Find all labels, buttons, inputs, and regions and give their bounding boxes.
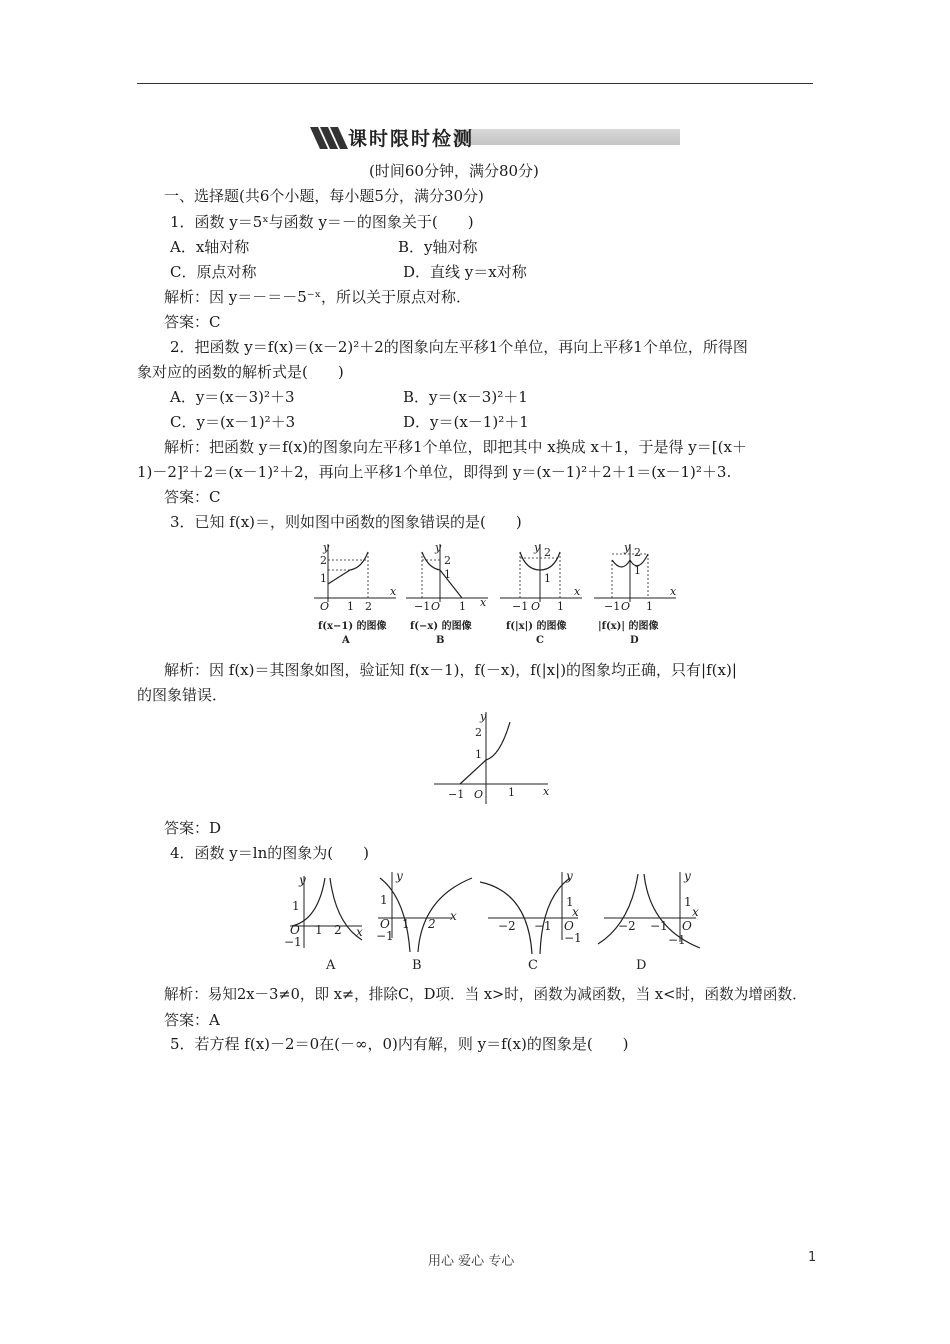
- graph-caption: f(x−1) 的图像: [318, 621, 387, 632]
- tick-label: 1: [557, 600, 564, 613]
- tick-label: −1: [668, 933, 686, 947]
- q3-graph-b: [406, 541, 488, 646]
- tick-label: 1: [292, 899, 300, 913]
- q1-option-c: C．原点对称: [170, 263, 257, 281]
- tick-label: 1: [508, 786, 515, 799]
- q2-analysis-line2: 1)－2]²＋2＝(x－1)²＋2，再向上平移1个单位，即得到 y＝(x－1)²＋2＋1＝(x－1)²＋3.: [137, 463, 732, 481]
- origin-label: O: [621, 600, 631, 613]
- axis-label-x: x: [670, 585, 677, 598]
- top-rule: [137, 83, 813, 84]
- axis-label-y: y: [435, 541, 442, 554]
- q3-analysis-line1: 解析：因 f(x)＝其图象如图，验证知 f(x－1)，f(－x)，f(|x|)的图象均正确，只有|f(x)|: [164, 661, 737, 679]
- tick-label: 1: [634, 564, 641, 577]
- q3-answer: 答案：D: [164, 819, 222, 837]
- tick-label: 1: [459, 600, 466, 613]
- axis-label-x: x: [390, 585, 397, 598]
- tick-label: 2: [365, 600, 372, 613]
- tick-label: 1: [684, 895, 692, 909]
- q2-analysis-line1: 解析：把函数 y＝f(x)的图象向左平移1个单位，即把其中 x换成 x＋1，于是得 y＝[(x＋: [164, 438, 747, 456]
- q2-option-c: C．y＝(x－1)²＋3: [170, 413, 296, 431]
- graph-letter: A: [342, 635, 350, 646]
- q4-analysis: 解析：易知2x－3≠0，即 x≠，排除C，D项．当 x>时，函数为减函数，当 x<时，函数为增函数．: [164, 986, 807, 1003]
- tick-label: −1: [604, 600, 621, 613]
- axis-label-y: y: [396, 869, 403, 883]
- q4-graph-d: [598, 869, 700, 973]
- tick-label: 1: [475, 748, 482, 761]
- tick-label: 2: [444, 554, 451, 567]
- tick-label: 1: [444, 568, 451, 581]
- axis-label-y: y: [299, 873, 306, 887]
- section-heading: 一、选择题(共6个小题，每小题5分，满分30分): [164, 187, 484, 205]
- tick-label: 2: [475, 726, 482, 739]
- axis-label-y: y: [624, 541, 631, 554]
- tick-label: 1: [347, 600, 354, 613]
- banner-bar: [454, 129, 680, 145]
- q4-stem: 4．函数 y＝ln的图象为( ): [170, 844, 369, 862]
- page-title: 课时限时检测: [348, 128, 475, 150]
- axis-label-y: y: [566, 869, 573, 883]
- section-banner: [308, 125, 680, 151]
- tick-label: −1: [448, 788, 465, 801]
- q1-option-b: B．y轴对称: [398, 238, 478, 256]
- axis-label-y: y: [684, 869, 691, 883]
- tick-label: 1: [646, 600, 653, 613]
- q3-analysis-line2: 的图象错误．: [137, 686, 228, 704]
- axis-label-x: x: [356, 925, 363, 939]
- graph-letter: B: [436, 635, 445, 646]
- tick-label: 1: [315, 923, 323, 937]
- q2-stem-line2: 象对应的函数的解析式是( ): [137, 363, 344, 381]
- graph-letter: C: [528, 958, 538, 973]
- axis-label-x: x: [574, 585, 581, 598]
- origin-label: O: [531, 600, 541, 613]
- tick-label: 2: [428, 917, 436, 931]
- q4-graph-b: [376, 869, 472, 973]
- q2-option-b: B．y＝(x－3)²＋1: [403, 388, 528, 406]
- origin-label: O: [380, 917, 390, 931]
- footer-motto: 用心 爱心 专心: [428, 1254, 515, 1269]
- q4-answer: 答案：A: [164, 1011, 220, 1029]
- axis-label-y: y: [480, 710, 487, 723]
- tick-label: 1: [320, 572, 327, 585]
- q2-option-a: A．y＝(x－3)²＋3: [170, 388, 295, 406]
- tick-label: −1: [512, 600, 529, 613]
- tick-label: −1: [534, 919, 552, 933]
- axis-label-x: x: [450, 909, 457, 923]
- q1-stem: 1．函数 y＝5ˣ与函数 y＝－的图象关于( ): [170, 213, 474, 231]
- q4-graph-a: [284, 873, 363, 973]
- q3-graph-c: [500, 541, 582, 646]
- graph-caption: f(|x|) 的图像: [506, 621, 567, 632]
- q4-graphs-figure: [282, 868, 706, 978]
- q5-stem: 5．若方程 f(x)－2＝0在(－∞，0)内有解，则 y＝f(x)的图象是( ): [170, 1035, 629, 1053]
- tick-label: −1: [650, 919, 668, 933]
- q1-option-a: A．x轴对称: [170, 238, 250, 256]
- tick-label: −1: [564, 931, 582, 945]
- time-limit: (时间60分钟，满分80分): [369, 162, 539, 180]
- graph-caption: f(−x) 的图像: [410, 621, 472, 632]
- q3-stem: 3．已知 f(x)＝，则如图中函数的图象错误的是( ): [170, 513, 522, 531]
- page-number: 1: [808, 1250, 817, 1265]
- q3-analysis-graph: [430, 708, 560, 810]
- tick-label: −1: [284, 935, 302, 949]
- graph-letter: D: [630, 635, 639, 646]
- tick-label: 1: [544, 572, 551, 585]
- banner-stripes-icon: [308, 125, 348, 151]
- graph-letter: D: [636, 958, 647, 973]
- tick-label: −2: [618, 919, 636, 933]
- axis-label-x: x: [480, 596, 487, 609]
- graph-letter: C: [536, 635, 544, 646]
- q1-analysis: 解析：因 y＝－＝－5⁻ˣ，所以关于原点对称．: [164, 288, 472, 306]
- q1-option-d: D．直线 y＝x对称: [403, 263, 527, 281]
- q2-stem-line1: 2．把函数 y＝f(x)＝(x－2)²＋2的图象向左平移1个单位，再向上平移1个单位，所得图: [170, 338, 748, 356]
- q3-graph-d: [594, 541, 677, 646]
- tick-label: −1: [414, 600, 431, 613]
- q2-answer: 答案：C: [164, 488, 221, 506]
- axis-label-y: y: [534, 541, 541, 554]
- tick-label: 1: [380, 893, 388, 907]
- axis-label-x: x: [572, 905, 579, 919]
- q4-graph-c: [480, 869, 582, 973]
- origin-label: O: [564, 919, 574, 933]
- tick-label: −2: [498, 919, 516, 933]
- q2-option-d: D．y＝(x－1)²＋1: [403, 413, 529, 431]
- tick-label: 1: [402, 917, 410, 931]
- graph-letter: B: [412, 958, 422, 973]
- graph-caption: |f(x)| 的图像: [598, 621, 659, 632]
- q3-graphs-figure: [310, 540, 680, 648]
- q3-graph-a: [314, 541, 397, 646]
- origin-label: O: [320, 600, 330, 613]
- tick-label: −1: [376, 929, 394, 943]
- q1-answer: 答案：C: [164, 313, 221, 331]
- axis-label-y: y: [323, 541, 330, 554]
- origin-label: O: [682, 919, 692, 933]
- origin-label: O: [431, 600, 441, 613]
- tick-label: 1: [566, 895, 574, 909]
- axis-label-x: x: [692, 905, 699, 919]
- origin-label: O: [474, 788, 484, 801]
- tick-label: 2: [634, 546, 641, 559]
- graph-letter: A: [326, 958, 336, 973]
- tick-label: 2: [544, 546, 551, 559]
- origin-label: O: [290, 923, 300, 937]
- tick-label: 2: [334, 923, 342, 937]
- axis-label-x: x: [543, 785, 550, 798]
- tick-label: 2: [320, 554, 327, 567]
